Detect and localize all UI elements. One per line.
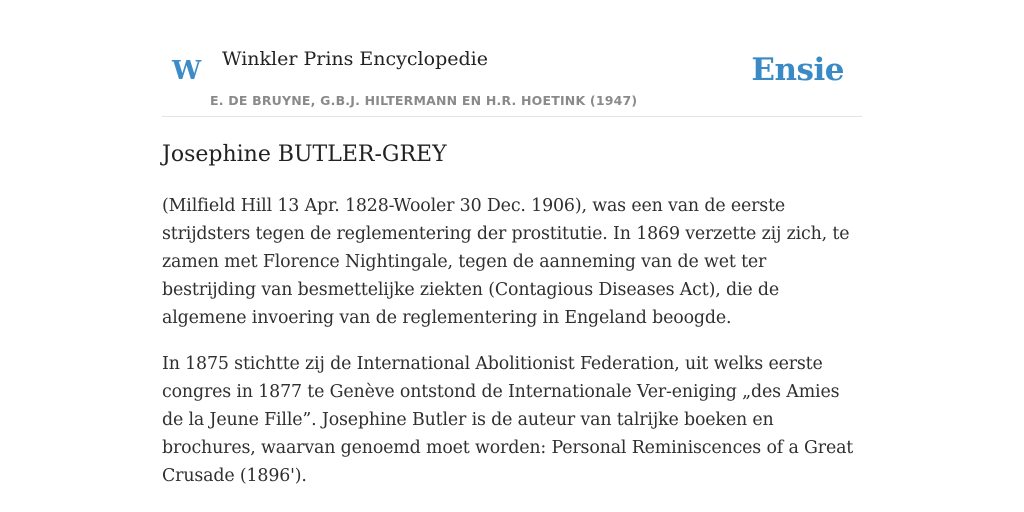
encyclopedia-header [162, 40, 862, 117]
article-paragraph: (Milfield Hill 13 Apr. 1828-Wooler 30 Dec. 1906), was een van de eerste strijdsters tegen de reglementering der prostitutie. In 1869 verzette zij zich, te zamen met Florence Nightingale, tegen de aanneming van de wet ter bestrijding van besmettelijke ziekten (Contagious Diseases Act), die de algemene invoering van de reglementering in Engeland beoogde. [162, 196, 850, 328]
publication-title[interactable]: Winkler Prins Encyclopedie [222, 48, 488, 70]
article-body [162, 192, 862, 508]
article-paragraph: In 1875 stichtte zij de International Abolitionist Federation, uit welks eerste congres in 1877 te Genève ontstond de Internationale Ver-eniging „des Amies de la Jeune Fille”. Josephine Butler is de auteur van talrijke boeken en brochures, waarvan genoemd moet worden: Personal Reminiscences of a Great Crusade (1896'). [162, 354, 854, 486]
winkler-prins-logo[interactable]: W [172, 56, 202, 86]
ensie-brand-link[interactable]: Ensie [751, 52, 844, 88]
publication-authors: E. DE BRUYNE, G.B.J. HILTERMANN EN H.R. HOETINK (1947) [210, 93, 638, 108]
article-title: Josephine BUTLER-GREY [162, 142, 447, 167]
